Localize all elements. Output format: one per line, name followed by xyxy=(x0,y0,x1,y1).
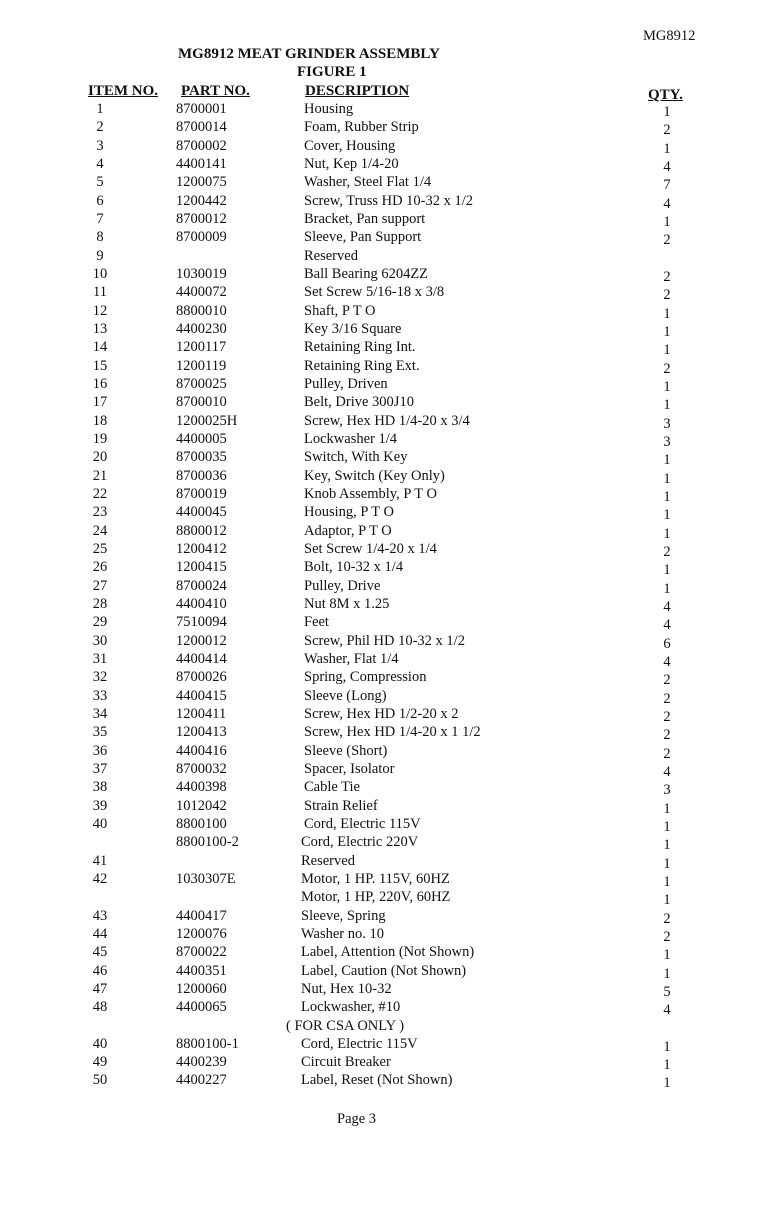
part-number: 4400072 xyxy=(176,284,227,301)
description: Cover, Housing xyxy=(304,137,396,154)
description: Sleeve (Long) xyxy=(304,687,387,704)
description: Retaining Ring Int. xyxy=(304,339,416,356)
table-row xyxy=(0,852,784,870)
table-row xyxy=(0,778,784,799)
quantity: 1 xyxy=(663,837,671,854)
item-number: 28 xyxy=(92,595,108,612)
quantity: 1 xyxy=(663,1057,671,1074)
quantity: 1 xyxy=(663,855,671,872)
item-number: 33 xyxy=(92,687,108,704)
item-number: 14 xyxy=(92,339,108,356)
part-number: 1200076 xyxy=(176,925,227,942)
description: Washer, Steel Flat 1/4 xyxy=(304,174,432,191)
description: Cable Tie xyxy=(304,779,360,796)
document-code: MG8912 xyxy=(643,28,696,44)
item-number: 13 xyxy=(92,320,108,337)
quantity: 1 xyxy=(663,1075,671,1092)
quantity: 2 xyxy=(663,910,671,927)
part-number: 8700001 xyxy=(176,101,227,117)
table-row xyxy=(0,265,784,283)
description: Ball Bearing 6204ZZ xyxy=(304,265,429,282)
table-row xyxy=(0,668,784,689)
quantity: 4 xyxy=(663,763,671,780)
description: Sleeve, Pan Support xyxy=(304,229,422,246)
part-number: 4400351 xyxy=(176,962,227,979)
quantity: 1 xyxy=(663,470,671,487)
item-number: 40 xyxy=(92,1035,108,1052)
quantity: 1 xyxy=(663,525,671,542)
table-row xyxy=(0,907,784,925)
table-row xyxy=(0,980,784,998)
item-number: 8 xyxy=(96,229,104,246)
description: Screw, Hex HD 1/4-20 x 3/4 xyxy=(304,412,470,429)
item-number: 27 xyxy=(92,577,108,594)
item-number: 20 xyxy=(92,449,108,466)
item-number: 42 xyxy=(92,870,108,887)
quantity: 3 xyxy=(663,782,671,799)
quantity: 2 xyxy=(663,745,671,762)
table-row xyxy=(0,247,784,265)
description: Washer no. 10 xyxy=(301,925,384,942)
table-row xyxy=(0,1071,784,1092)
part-number: 8800100-2 xyxy=(176,834,239,851)
item-number: 4 xyxy=(96,155,104,172)
part-number: 8800100-1 xyxy=(176,1035,239,1052)
header-item-no: ITEM NO. xyxy=(88,83,159,99)
description: Strain Relief xyxy=(304,797,378,814)
table-row xyxy=(0,173,784,194)
quantity: 1 xyxy=(663,140,671,157)
item-number: 31 xyxy=(92,650,108,667)
header-part-no: PART NO. xyxy=(181,83,250,99)
table-row xyxy=(0,540,784,558)
description: Bracket, Pan support xyxy=(304,210,426,227)
table-row xyxy=(0,522,784,540)
item-number: 34 xyxy=(92,705,108,722)
description: Cord, Electric 115V xyxy=(304,815,421,832)
table-row xyxy=(0,723,784,744)
table-row xyxy=(0,925,784,943)
description: Lockwasher, #10 xyxy=(301,999,401,1016)
description: Spring, Compression xyxy=(304,669,427,686)
table-row xyxy=(0,357,784,375)
part-number: 1200413 xyxy=(176,724,227,741)
part-number: 8700026 xyxy=(176,669,227,686)
description: Sleeve (Short) xyxy=(304,742,388,759)
quantity: 2 xyxy=(663,287,671,304)
table-row xyxy=(0,888,784,909)
table-row xyxy=(0,430,784,448)
description: Nut, Kep 1/4-20 xyxy=(304,155,399,172)
table-row xyxy=(0,467,784,485)
item-number: 43 xyxy=(92,907,108,924)
description: Knob Assembly, P T O xyxy=(304,485,437,502)
quantity: 2 xyxy=(663,543,671,560)
table-row xyxy=(0,962,784,980)
table-row xyxy=(0,210,784,228)
description: Cord, Electric 220V xyxy=(301,834,419,851)
table-row xyxy=(0,943,784,964)
quantity: 4 xyxy=(663,1002,671,1019)
description: Label, Reset (Not Shown) xyxy=(301,1072,453,1089)
table-row xyxy=(0,137,784,155)
quantity: 2 xyxy=(663,727,671,744)
table-row xyxy=(0,577,784,595)
item-number: 44 xyxy=(92,925,108,942)
item-number: 16 xyxy=(92,375,108,392)
quantity: 4 xyxy=(663,617,671,634)
table-row xyxy=(0,705,784,723)
part-number: 8700024 xyxy=(176,577,227,594)
description: Foam, Rubber Strip xyxy=(304,119,419,136)
table-row xyxy=(0,815,784,833)
item-number: 29 xyxy=(92,614,108,631)
description: Lockwasher 1/4 xyxy=(304,430,398,447)
part-number: 4400005 xyxy=(176,430,227,447)
item-number: 11 xyxy=(93,284,107,301)
table-row xyxy=(0,558,784,579)
item-number: 45 xyxy=(92,944,108,961)
item-number: 50 xyxy=(92,1072,108,1089)
table-row xyxy=(0,100,784,118)
part-number: 4400398 xyxy=(176,779,227,796)
item-number: 25 xyxy=(92,540,108,557)
part-number: 8700002 xyxy=(176,137,227,154)
quantity: 1 xyxy=(663,397,671,414)
table-row xyxy=(0,320,784,338)
description: Nut, Hex 10-32 xyxy=(301,980,392,997)
quantity: 1 xyxy=(663,873,671,890)
part-number: 7510094 xyxy=(176,614,227,631)
part-number: 4400141 xyxy=(176,155,227,172)
part-number: 1200012 xyxy=(176,632,227,649)
item-number: 48 xyxy=(92,999,108,1016)
table-row xyxy=(0,833,784,854)
description: Pulley, Driven xyxy=(304,375,388,392)
quantity: 2 xyxy=(663,708,671,725)
table-row xyxy=(0,155,784,173)
table-row xyxy=(0,302,784,320)
csa-note: ( FOR CSA ONLY ) xyxy=(286,1017,405,1034)
part-number: 8700035 xyxy=(176,449,227,466)
item-number: 5 xyxy=(96,174,104,191)
item-number: 46 xyxy=(92,962,108,979)
part-number: 1200075 xyxy=(176,174,227,191)
quantity: 1 xyxy=(663,965,671,982)
description: Housing xyxy=(304,101,354,117)
table-row xyxy=(0,448,784,469)
part-number: 8700022 xyxy=(176,944,227,961)
quantity: 4 xyxy=(663,195,671,212)
item-number: 40 xyxy=(92,815,108,832)
quantity: 1 xyxy=(663,323,671,340)
part-number: 4400227 xyxy=(176,1072,227,1089)
item-number: 47 xyxy=(92,980,108,997)
description: Screw, Hex HD 1/2-20 x 2 xyxy=(304,705,459,722)
part-number: 4400414 xyxy=(176,650,227,667)
item-number: 35 xyxy=(92,724,108,741)
table-row xyxy=(0,118,784,139)
table-row xyxy=(0,228,784,249)
item-number: 22 xyxy=(92,485,108,502)
part-number: 4400410 xyxy=(176,595,227,612)
part-number: 8800012 xyxy=(176,522,227,539)
header-qty: QTY. xyxy=(648,87,683,103)
description: Motor, 1 HP, 220V, 60HZ xyxy=(301,889,451,906)
item-number: 32 xyxy=(92,669,108,686)
table-row xyxy=(0,613,784,634)
item-number: 41 xyxy=(92,852,108,869)
quantity: 2 xyxy=(663,232,671,249)
quantity: 3 xyxy=(663,433,671,450)
part-number: 1200411 xyxy=(176,705,227,722)
table-row xyxy=(0,412,784,430)
table-row xyxy=(0,797,784,815)
figure-label: FIGURE 1 xyxy=(297,64,367,80)
part-number: 4400065 xyxy=(176,999,227,1016)
description: Reserved xyxy=(301,852,355,869)
quantity: 3 xyxy=(663,415,671,432)
description: Spacer, Isolator xyxy=(304,760,395,777)
page-number: Page 3 xyxy=(337,1111,377,1127)
part-number: 4400417 xyxy=(176,907,227,924)
quantity: 2 xyxy=(663,672,671,689)
part-number: 8700025 xyxy=(176,375,227,392)
item-number: 1 xyxy=(96,101,104,117)
description: Sleeve, Spring xyxy=(301,907,386,924)
quantity: 1 xyxy=(663,580,671,597)
quantity: 2 xyxy=(663,928,671,945)
part-number: 4400239 xyxy=(176,1054,227,1071)
table-row xyxy=(0,595,784,613)
quantity: 1 xyxy=(663,818,671,835)
table-row xyxy=(0,650,784,668)
quantity: 1 xyxy=(663,342,671,359)
description: Retaining Ring Ext. xyxy=(304,357,420,374)
part-number: 4400415 xyxy=(176,687,227,704)
quantity: 1 xyxy=(663,213,671,230)
part-number: 1200412 xyxy=(176,540,227,557)
description: Switch, With Key xyxy=(304,449,408,466)
quantity: 1 xyxy=(663,104,671,120)
table-row xyxy=(0,1035,784,1053)
item-number: 19 xyxy=(92,430,108,447)
item-number: 3 xyxy=(96,137,104,154)
part-number: 1200117 xyxy=(176,339,227,356)
description: Housing, P T O xyxy=(304,504,394,521)
description: Circuit Breaker xyxy=(301,1054,391,1071)
part-number: 8700012 xyxy=(176,210,227,227)
table-row xyxy=(0,192,784,210)
part-number: 1030307E xyxy=(176,870,236,887)
description: Washer, Flat 1/4 xyxy=(304,650,399,667)
quantity: 1 xyxy=(663,488,671,505)
item-number: 30 xyxy=(92,632,108,649)
item-number: 9 xyxy=(96,247,104,264)
quantity: 1 xyxy=(663,892,671,909)
part-number: 8700032 xyxy=(176,760,227,777)
item-number: 39 xyxy=(92,797,108,814)
description: Shaft, P T O xyxy=(304,302,376,319)
item-number: 18 xyxy=(92,412,108,429)
item-number: 36 xyxy=(92,742,108,759)
description: Reserved xyxy=(304,247,358,264)
table-row xyxy=(0,375,784,393)
part-number: 1200442 xyxy=(176,192,227,209)
quantity: 4 xyxy=(663,598,671,615)
part-number: 1030019 xyxy=(176,265,227,282)
description: Belt, Drive 300J10 xyxy=(304,394,414,411)
part-number: 4400045 xyxy=(176,504,227,521)
quantity: 6 xyxy=(663,635,671,652)
quantity: 7 xyxy=(663,177,671,194)
description: Screw, Hex HD 1/4-20 x 1 1/2 xyxy=(304,724,481,741)
part-number: 4400416 xyxy=(176,742,227,759)
quantity: 2 xyxy=(663,122,671,139)
item-number: 15 xyxy=(92,357,108,374)
description: Motor, 1 HP. 115V, 60HZ xyxy=(301,870,450,887)
quantity: 2 xyxy=(663,690,671,707)
description: Pulley, Drive xyxy=(304,577,381,594)
quantity: 1 xyxy=(663,1038,671,1055)
description: Label, Caution (Not Shown) xyxy=(301,962,467,979)
item-number: 12 xyxy=(92,302,108,319)
part-number: 8700036 xyxy=(176,467,227,484)
description: Cord, Electric 115V xyxy=(301,1035,418,1052)
description: Adaptor, P T O xyxy=(304,522,392,539)
part-number: 1200119 xyxy=(176,357,227,374)
table-row xyxy=(0,1053,784,1074)
item-number: 10 xyxy=(92,265,108,282)
item-number: 6 xyxy=(96,192,104,209)
quantity: 1 xyxy=(663,305,671,322)
item-number: 49 xyxy=(92,1054,108,1071)
quantity: 5 xyxy=(663,983,671,1000)
table-row xyxy=(0,338,784,359)
description: Key, Switch (Key Only) xyxy=(304,467,445,484)
table-row xyxy=(0,742,784,760)
quantity: 1 xyxy=(663,947,671,964)
part-number: 8700014 xyxy=(176,119,227,136)
part-number: 1200415 xyxy=(176,559,227,576)
table-row xyxy=(0,485,784,503)
part-number: 8800100 xyxy=(176,815,227,832)
part-number: 8800010 xyxy=(176,302,227,319)
quantity: 1 xyxy=(663,378,671,395)
table-row xyxy=(0,632,784,650)
table-row xyxy=(0,503,784,524)
table-row xyxy=(0,283,784,304)
table-row xyxy=(0,760,784,778)
table-row xyxy=(0,870,784,888)
part-number: 1012042 xyxy=(176,797,227,814)
item-number: 37 xyxy=(92,760,108,777)
document-title: MG8912 MEAT GRINDER ASSEMBLY xyxy=(178,46,440,62)
description: Nut 8M x 1.25 xyxy=(304,595,390,612)
quantity: 4 xyxy=(663,653,671,670)
header-description: DESCRIPTION xyxy=(305,83,410,99)
description: Label, Attention (Not Shown) xyxy=(301,944,475,961)
quantity: 2 xyxy=(663,268,671,285)
description: Bolt, 10-32 x 1/4 xyxy=(304,559,404,576)
description: Set Screw 1/4-20 x 1/4 xyxy=(304,540,437,557)
description: Feet xyxy=(304,614,329,631)
description: Screw, Truss HD 10-32 x 1/2 xyxy=(304,192,474,209)
quantity: 1 xyxy=(663,562,671,579)
item-number: 2 xyxy=(96,119,104,136)
description: Screw, Phil HD 10-32 x 1/2 xyxy=(304,632,465,649)
description: Key 3/16 Square xyxy=(304,320,402,337)
part-number: 8700019 xyxy=(176,485,227,502)
item-number: 26 xyxy=(92,559,108,576)
item-number: 23 xyxy=(92,504,108,521)
part-number: 4400230 xyxy=(176,320,227,337)
item-number: 17 xyxy=(92,394,108,411)
table-row xyxy=(0,998,784,1019)
table-row xyxy=(0,687,784,705)
quantity: 2 xyxy=(663,360,671,377)
quantity: 1 xyxy=(663,452,671,469)
item-number: 24 xyxy=(92,522,108,539)
quantity: 1 xyxy=(663,800,671,817)
quantity: 4 xyxy=(663,158,671,175)
table-row xyxy=(0,393,784,414)
part-number: 8700009 xyxy=(176,229,227,246)
item-number: 7 xyxy=(96,210,104,227)
part-number: 1200025H xyxy=(176,412,238,429)
description: Set Screw 5/16-18 x 3/8 xyxy=(304,284,445,301)
part-number: 8700010 xyxy=(176,394,227,411)
quantity: 1 xyxy=(663,507,671,524)
part-number: 1200060 xyxy=(176,980,227,997)
item-number: 21 xyxy=(92,467,108,484)
item-number: 38 xyxy=(92,779,108,796)
